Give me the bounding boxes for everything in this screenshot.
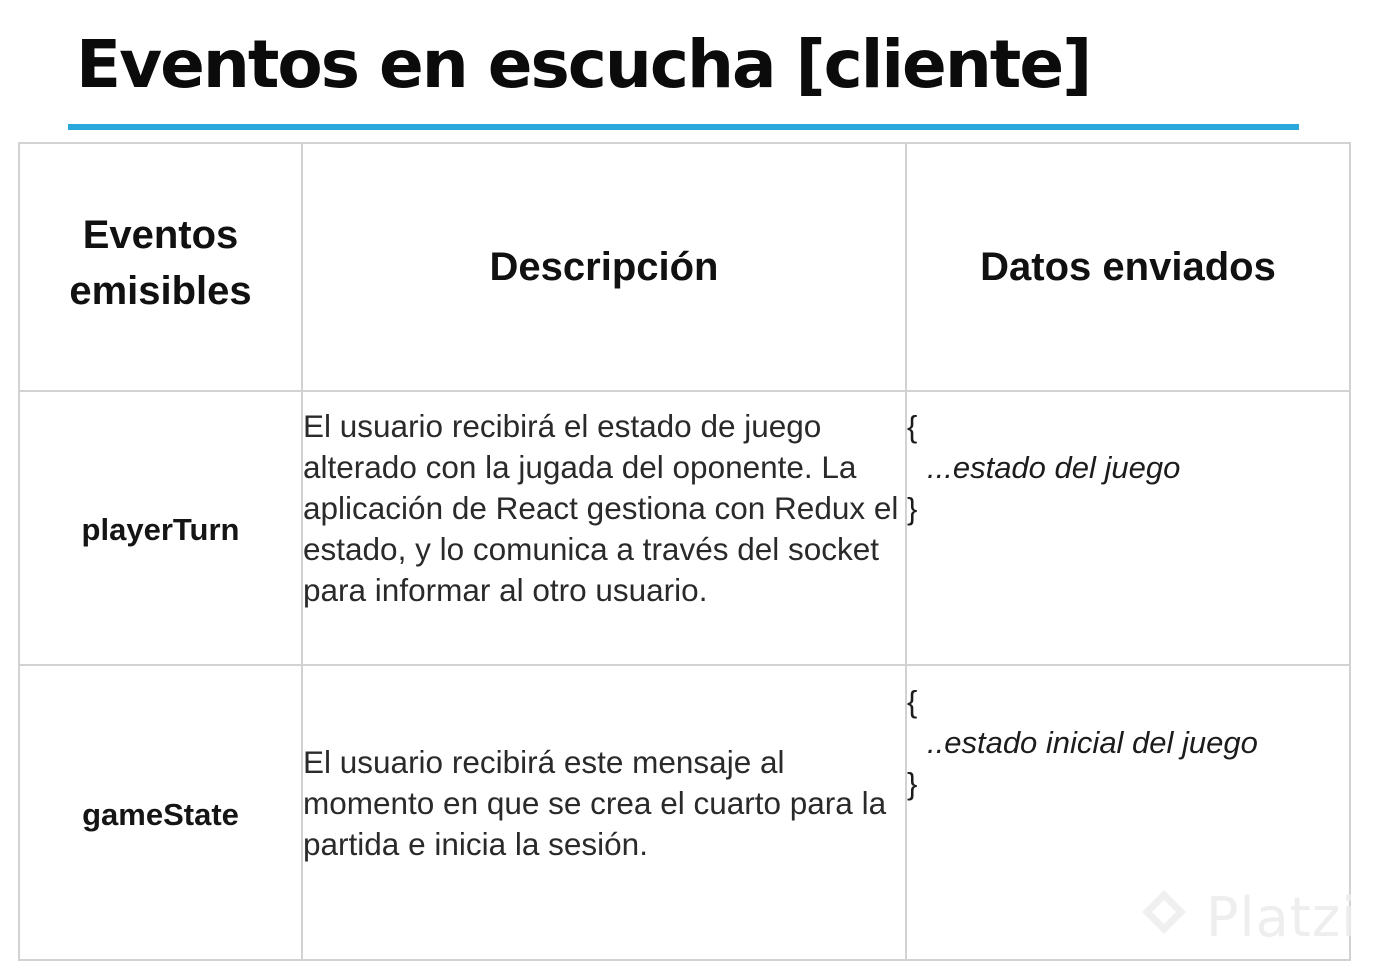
page-title: Eventos en escucha [cliente]	[76, 26, 1091, 103]
platzi-logo-icon	[1140, 888, 1188, 936]
watermark-text: Platzi	[1206, 886, 1358, 949]
data-close-brace: }	[907, 766, 918, 801]
header-events-line2: emisibles	[69, 269, 252, 313]
event-name-cell	[19, 391, 302, 665]
header-cell-data	[906, 143, 1350, 391]
header-description-label: Descripción	[489, 245, 719, 289]
header-data-label: Datos enviados	[980, 245, 1276, 289]
data-open-brace: {	[907, 409, 918, 444]
data-open-brace: {	[907, 684, 918, 719]
title-underline	[68, 124, 1299, 130]
header-cell-description	[302, 143, 906, 391]
events-table	[18, 142, 1351, 961]
event-description: El usuario recibirá el estado de juego alterado con la jugada del oponente. La aplicación de React gestiona con Redux el estado, y lo comunica a través del socket para informar al otro usuario.	[303, 408, 899, 608]
data-close-brace: }	[907, 491, 918, 526]
header-cell-events	[19, 143, 302, 391]
header-events-line1: Eventos	[82, 213, 239, 257]
data-cell	[906, 391, 1350, 665]
data-payload: ..estado inicial del juego	[927, 725, 1258, 760]
data-payload: ...estado del juego	[927, 450, 1181, 485]
event-name: playerTurn	[81, 512, 240, 547]
event-description: El usuario recibirá este mensaje al momento en que se crea el cuarto para la partida e inicia la sesión.	[303, 744, 887, 862]
event-name: gameState	[82, 796, 239, 832]
table-header-row	[19, 143, 1350, 391]
table-row	[19, 391, 1350, 665]
platzi-watermark	[1132, 882, 1360, 958]
description-cell	[302, 391, 906, 665]
event-name-cell	[19, 665, 302, 960]
description-cell	[302, 665, 906, 960]
